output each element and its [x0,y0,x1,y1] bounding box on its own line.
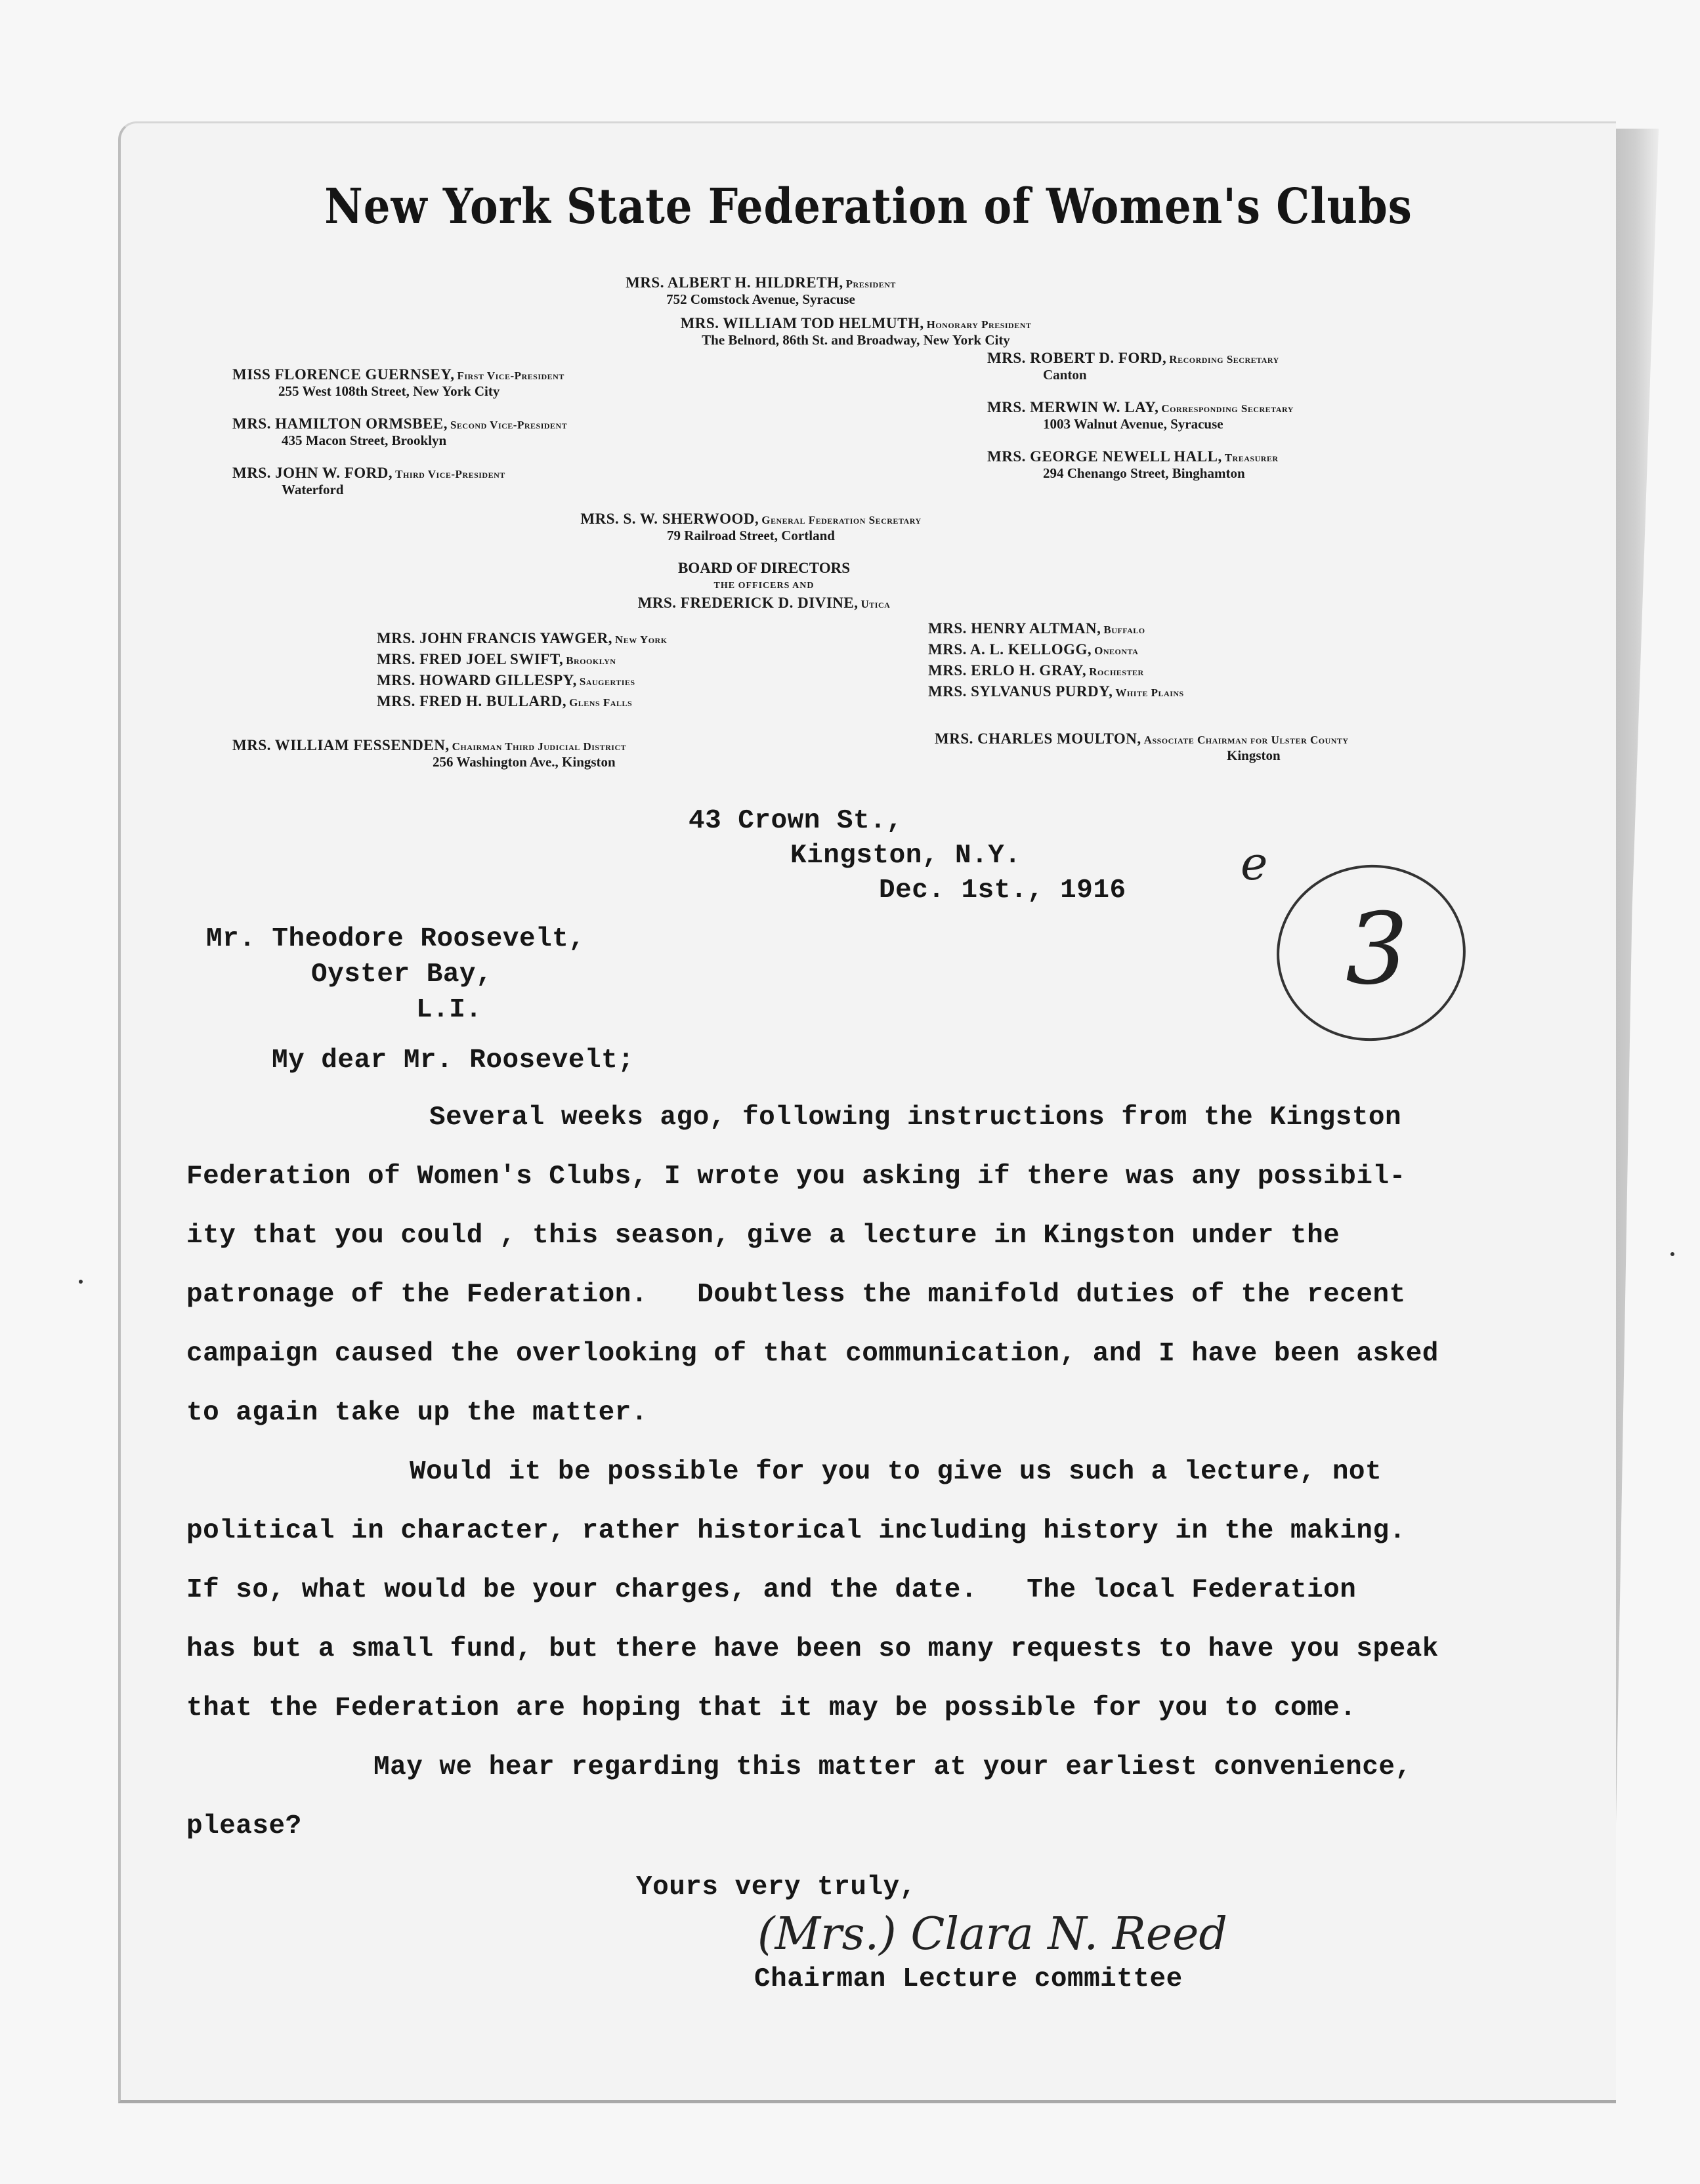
officer-name: MRS. WILLIAM FESSENDEN, [232,737,450,753]
officer-address: The Belnord, 86th St. and Broadway, New York City [702,332,1010,348]
right-officer-1 [987,350,1279,383]
handwritten-mark: e [1241,837,1268,891]
officer-name: MRS. WILLIAM TOD HELMUTH, [680,315,924,331]
body-line: political in character, rather historical including history in the making. [186,1516,1406,1546]
officer-role: Chairman Third Judicial District [452,740,627,753]
officer-role: President [845,278,896,290]
director-city: Oneonta [1094,644,1139,657]
director-entry [377,671,668,692]
speck [1670,1252,1674,1256]
director-entry [928,640,1184,661]
director-city: White Plains [1115,686,1184,699]
body-line: May we hear regarding this matter at your earliest convenience, [373,1752,1412,1782]
body-line: that the Federation are hoping that it may be possible for you to come. [186,1693,1357,1723]
body-line: ity that you could , this season, give a lecture in Kingston under the [186,1221,1340,1251]
officer-address: Kingston [1227,747,1281,763]
signer-title: Chairman Lecture committee [754,1964,1183,1994]
speck [79,1280,83,1284]
board-left-column [377,629,668,713]
letter-page [118,121,1616,2103]
board-heading: BOARD OF DIRECTORS [678,560,850,576]
officer-name: MRS. HAMILTON ORMSBEE, [232,415,448,432]
officer-role: Corresponding Secretary [1161,402,1294,415]
circled-number: 3 [1346,892,1409,1007]
director-entry [928,682,1184,703]
recipient-line-2: Oyster Bay, [311,959,493,990]
director-name: MRS. FRED JOEL SWIFT, [377,651,564,667]
officer-name: MRS. MERWIN W. LAY, [987,399,1159,415]
officer-address: 256 Washington Ave., Kingston [433,754,616,770]
officer-address: 294 Chenango Street, Binghamton [1043,465,1245,481]
body-line: Would it be possible for you to give us such a lecture, not [410,1457,1382,1487]
officer-role: Recording Secretary [1169,353,1279,366]
director-city: Saugerties [579,675,635,688]
sender-address-line-2: Kingston, N.Y. [790,841,1021,871]
board-subheading: THE OFFICERS AND [713,581,815,591]
body-line: Federation of Women's Clubs, I wrote you asking if there was any possibil- [186,1162,1406,1192]
sender-address-line-1: 43 Crown St., [689,806,903,836]
officer-role: Honorary President [926,318,1032,331]
director-city: Rochester [1089,665,1144,678]
body-line: to again take up the matter. [186,1398,648,1428]
officer-name: MRS. ROBERT D. FORD, [987,350,1167,366]
officer-role: Associate Chairman for Ulster County [1143,734,1349,746]
recipient-line-1: Mr. Theodore Roosevelt, [206,924,585,954]
body-line: Several weeks ago, following instructions from the Kingston [429,1102,1402,1133]
body-line: campaign caused the overlooking of that communication, and I have been asked [186,1339,1439,1369]
director-name: MRS. HENRY ALTMAN, [928,620,1101,637]
president-entry [121,274,1401,308]
letter-date: Dec. 1st., 1916 [879,875,1126,906]
director-city: New York [615,633,668,646]
director-name: MRS. ERLO H. GRAY, [928,662,1087,679]
officer-address: 435 Macon Street, Brooklyn [282,432,447,448]
officer-address: 752 Comstock Avenue, Syracuse [666,291,855,307]
right-officer-3 [987,448,1279,482]
officer-role: Treasurer [1224,452,1279,464]
body-line: If so, what would be your charges, and the date. The local Federation [186,1575,1357,1605]
officer-address: 1003 Walnut Avenue, Syracuse [1043,416,1223,432]
officer-name: MRS. JOHN W. FORD, [232,465,393,481]
officer-address: 255 West 108th Street, New York City [278,383,500,399]
body-line: has but a small fund, but there have been so many requests to have you speak [186,1634,1439,1664]
director-entry [377,650,668,671]
salutation: My dear Mr. Roosevelt; [272,1045,635,1076]
general-secretary-entry [121,511,1381,544]
officer-address: Waterford [282,482,344,497]
recipient-line-3: L.I. [416,995,482,1025]
officer-name: MISS FLORENCE GUERNSEY, [232,366,455,383]
board-lead [121,595,1407,612]
officer-name: MRS. ALBERT H. HILDRETH, [626,274,843,291]
officer-address: Canton [1043,367,1087,383]
director-city: Buffalo [1103,623,1145,636]
officer-role: Third Vice-President [395,468,505,480]
closing: Yours very truly, [636,1872,916,1902]
honorary-president-entry [121,315,1591,348]
left-officer-2 [232,415,567,449]
officer-name: MRS. CHARLES MOULTON, [935,730,1141,747]
director-entry [377,692,668,713]
left-officer-1 [232,366,564,400]
left-officer-3 [232,465,505,498]
director-entry [928,661,1184,682]
director-city: Utica [861,598,891,610]
director-city: Glens Falls [569,696,633,709]
officer-role: Second Vice-President [450,419,568,431]
officer-role: First Vice-President [457,369,564,382]
district-chair-entry [232,737,626,770]
director-name: MRS. SYLVANUS PURDY, [928,683,1113,700]
letterhead-title: New York State Federation of Women's Clubs [324,178,1413,236]
signature: (Mrs.) Clara N. Reed [757,1908,1227,1960]
director-name: MRS. FREDERICK D. DIVINE, [637,595,859,611]
director-name: MRS. JOHN FRANCIS YAWGER, [377,630,613,646]
officer-name: MRS. GEORGE NEWELL HALL, [987,448,1222,465]
officer-role: General Federation Secretary [761,514,922,526]
board-right-column [928,619,1184,703]
director-entry [377,629,668,650]
officer-address: 79 Railroad Street, Cortland [667,528,835,543]
director-name: MRS. FRED H. BULLARD, [377,693,567,709]
body-line: patronage of the Federation. Doubtless the manifold duties of the recent [186,1280,1406,1310]
director-city: Brooklyn [566,654,616,667]
officer-name: MRS. S. W. SHERWOOD, [580,511,759,527]
body-line: please? [186,1811,302,1841]
county-chair-entry [935,730,1349,764]
right-officer-2 [987,399,1294,432]
director-name: MRS. HOWARD GILLESPY, [377,672,577,688]
director-name: MRS. A. L. KELLOGG, [928,641,1092,658]
director-entry [928,619,1184,640]
